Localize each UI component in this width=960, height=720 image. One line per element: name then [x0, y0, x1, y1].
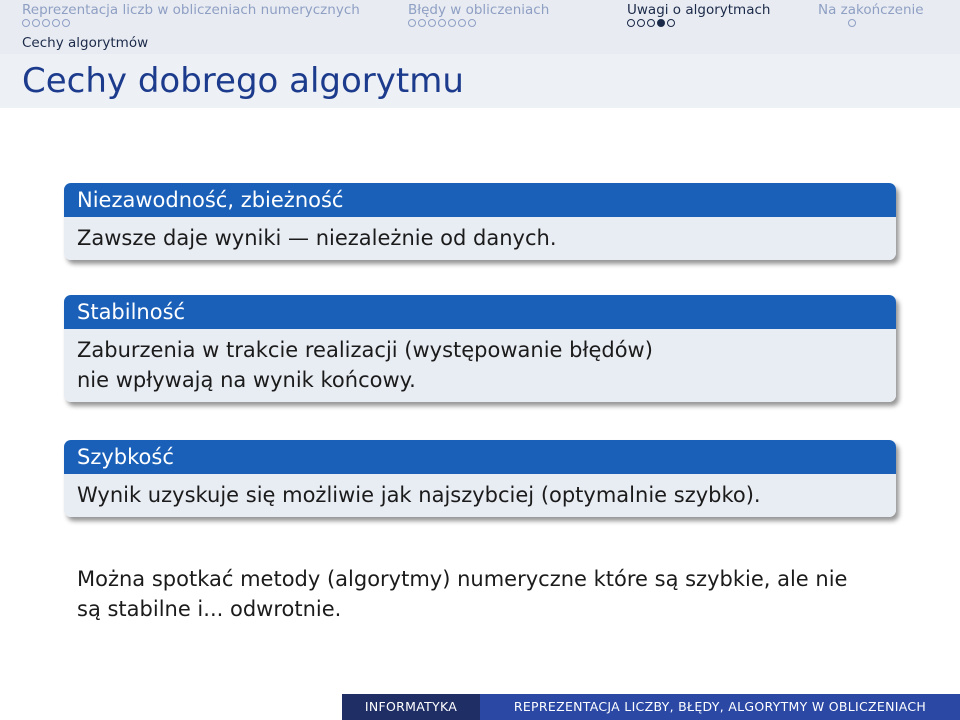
nav-frame-dot[interactable] — [848, 19, 856, 27]
navigation-bar — [0, 0, 960, 54]
block-stability — [64, 295, 896, 402]
nav-frame-dot[interactable] — [468, 19, 476, 27]
nav-section-representation[interactable]: Reprezentacja liczb w obliczeniach numerycznych — [22, 2, 360, 18]
nav-subsection[interactable]: Cechy algorytmów — [22, 35, 149, 51]
nav-frame-dot[interactable] — [647, 19, 655, 27]
nav-frame-dot[interactable] — [627, 19, 635, 27]
nav-frame-dot[interactable] — [22, 19, 30, 27]
footer-title: REPREZENTACJA LICZBY, BŁĘDY, ALGORYTMY W OBLICZENIACH — [480, 694, 960, 720]
block-body — [64, 329, 896, 402]
nav-dots-algorithms — [627, 19, 675, 27]
nav-frame-dot[interactable] — [428, 19, 436, 27]
block-body — [64, 474, 896, 517]
nav-frame-dot[interactable] — [667, 19, 675, 27]
nav-frame-dot[interactable] — [32, 19, 40, 27]
nav-frame-dot[interactable] — [52, 19, 60, 27]
block-line: Zawsze daje wyniki — niezależnie od danych. — [77, 226, 557, 250]
nav-frame-dot[interactable] — [42, 19, 50, 27]
block-title: Niezawodność, zbieżność — [64, 183, 896, 217]
note-line: Można spotkać metody (algorytmy) numeryczne które są szybkie, ale nie — [77, 567, 848, 591]
footer-author: INFORMATYKA — [342, 694, 480, 720]
nav-dots-representation — [22, 19, 70, 27]
frame-title-bar — [0, 54, 960, 108]
block-body — [64, 217, 896, 260]
block-title: Szybkość — [64, 440, 896, 474]
block-title: Stabilność — [64, 295, 896, 329]
note-text — [77, 564, 847, 624]
nav-frame-dot[interactable] — [408, 19, 416, 27]
nav-frame-dot[interactable] — [438, 19, 446, 27]
nav-frame-dot[interactable] — [62, 19, 70, 27]
nav-current-frame-dot[interactable] — [657, 19, 665, 27]
block-line: Zaburzenia w trakcie realizacji (występowanie błędów) — [77, 338, 653, 362]
block-line: nie wpływają na wynik końcowy. — [77, 368, 416, 392]
nav-frame-dot[interactable] — [637, 19, 645, 27]
nav-frame-dot[interactable] — [418, 19, 426, 27]
block-speed — [64, 440, 896, 517]
block-line: Wynik uzyskuje się możliwie jak najszybciej (optymalnie szybko). — [77, 483, 761, 507]
nav-section-algorithms[interactable]: Uwagi o algorytmach — [627, 2, 771, 18]
nav-dots-conclusion — [848, 19, 856, 27]
block-reliability — [64, 183, 896, 260]
nav-frame-dot[interactable] — [448, 19, 456, 27]
nav-frame-dot[interactable] — [458, 19, 466, 27]
nav-section-conclusion[interactable]: Na zakończenie — [818, 2, 924, 18]
note-line: są stabilne i... odwrotnie. — [77, 597, 342, 621]
frame-title: Cechy dobrego algorytmu — [22, 61, 464, 101]
nav-section-errors[interactable]: Błędy w obliczeniach — [408, 2, 550, 18]
nav-dots-errors — [408, 19, 476, 27]
